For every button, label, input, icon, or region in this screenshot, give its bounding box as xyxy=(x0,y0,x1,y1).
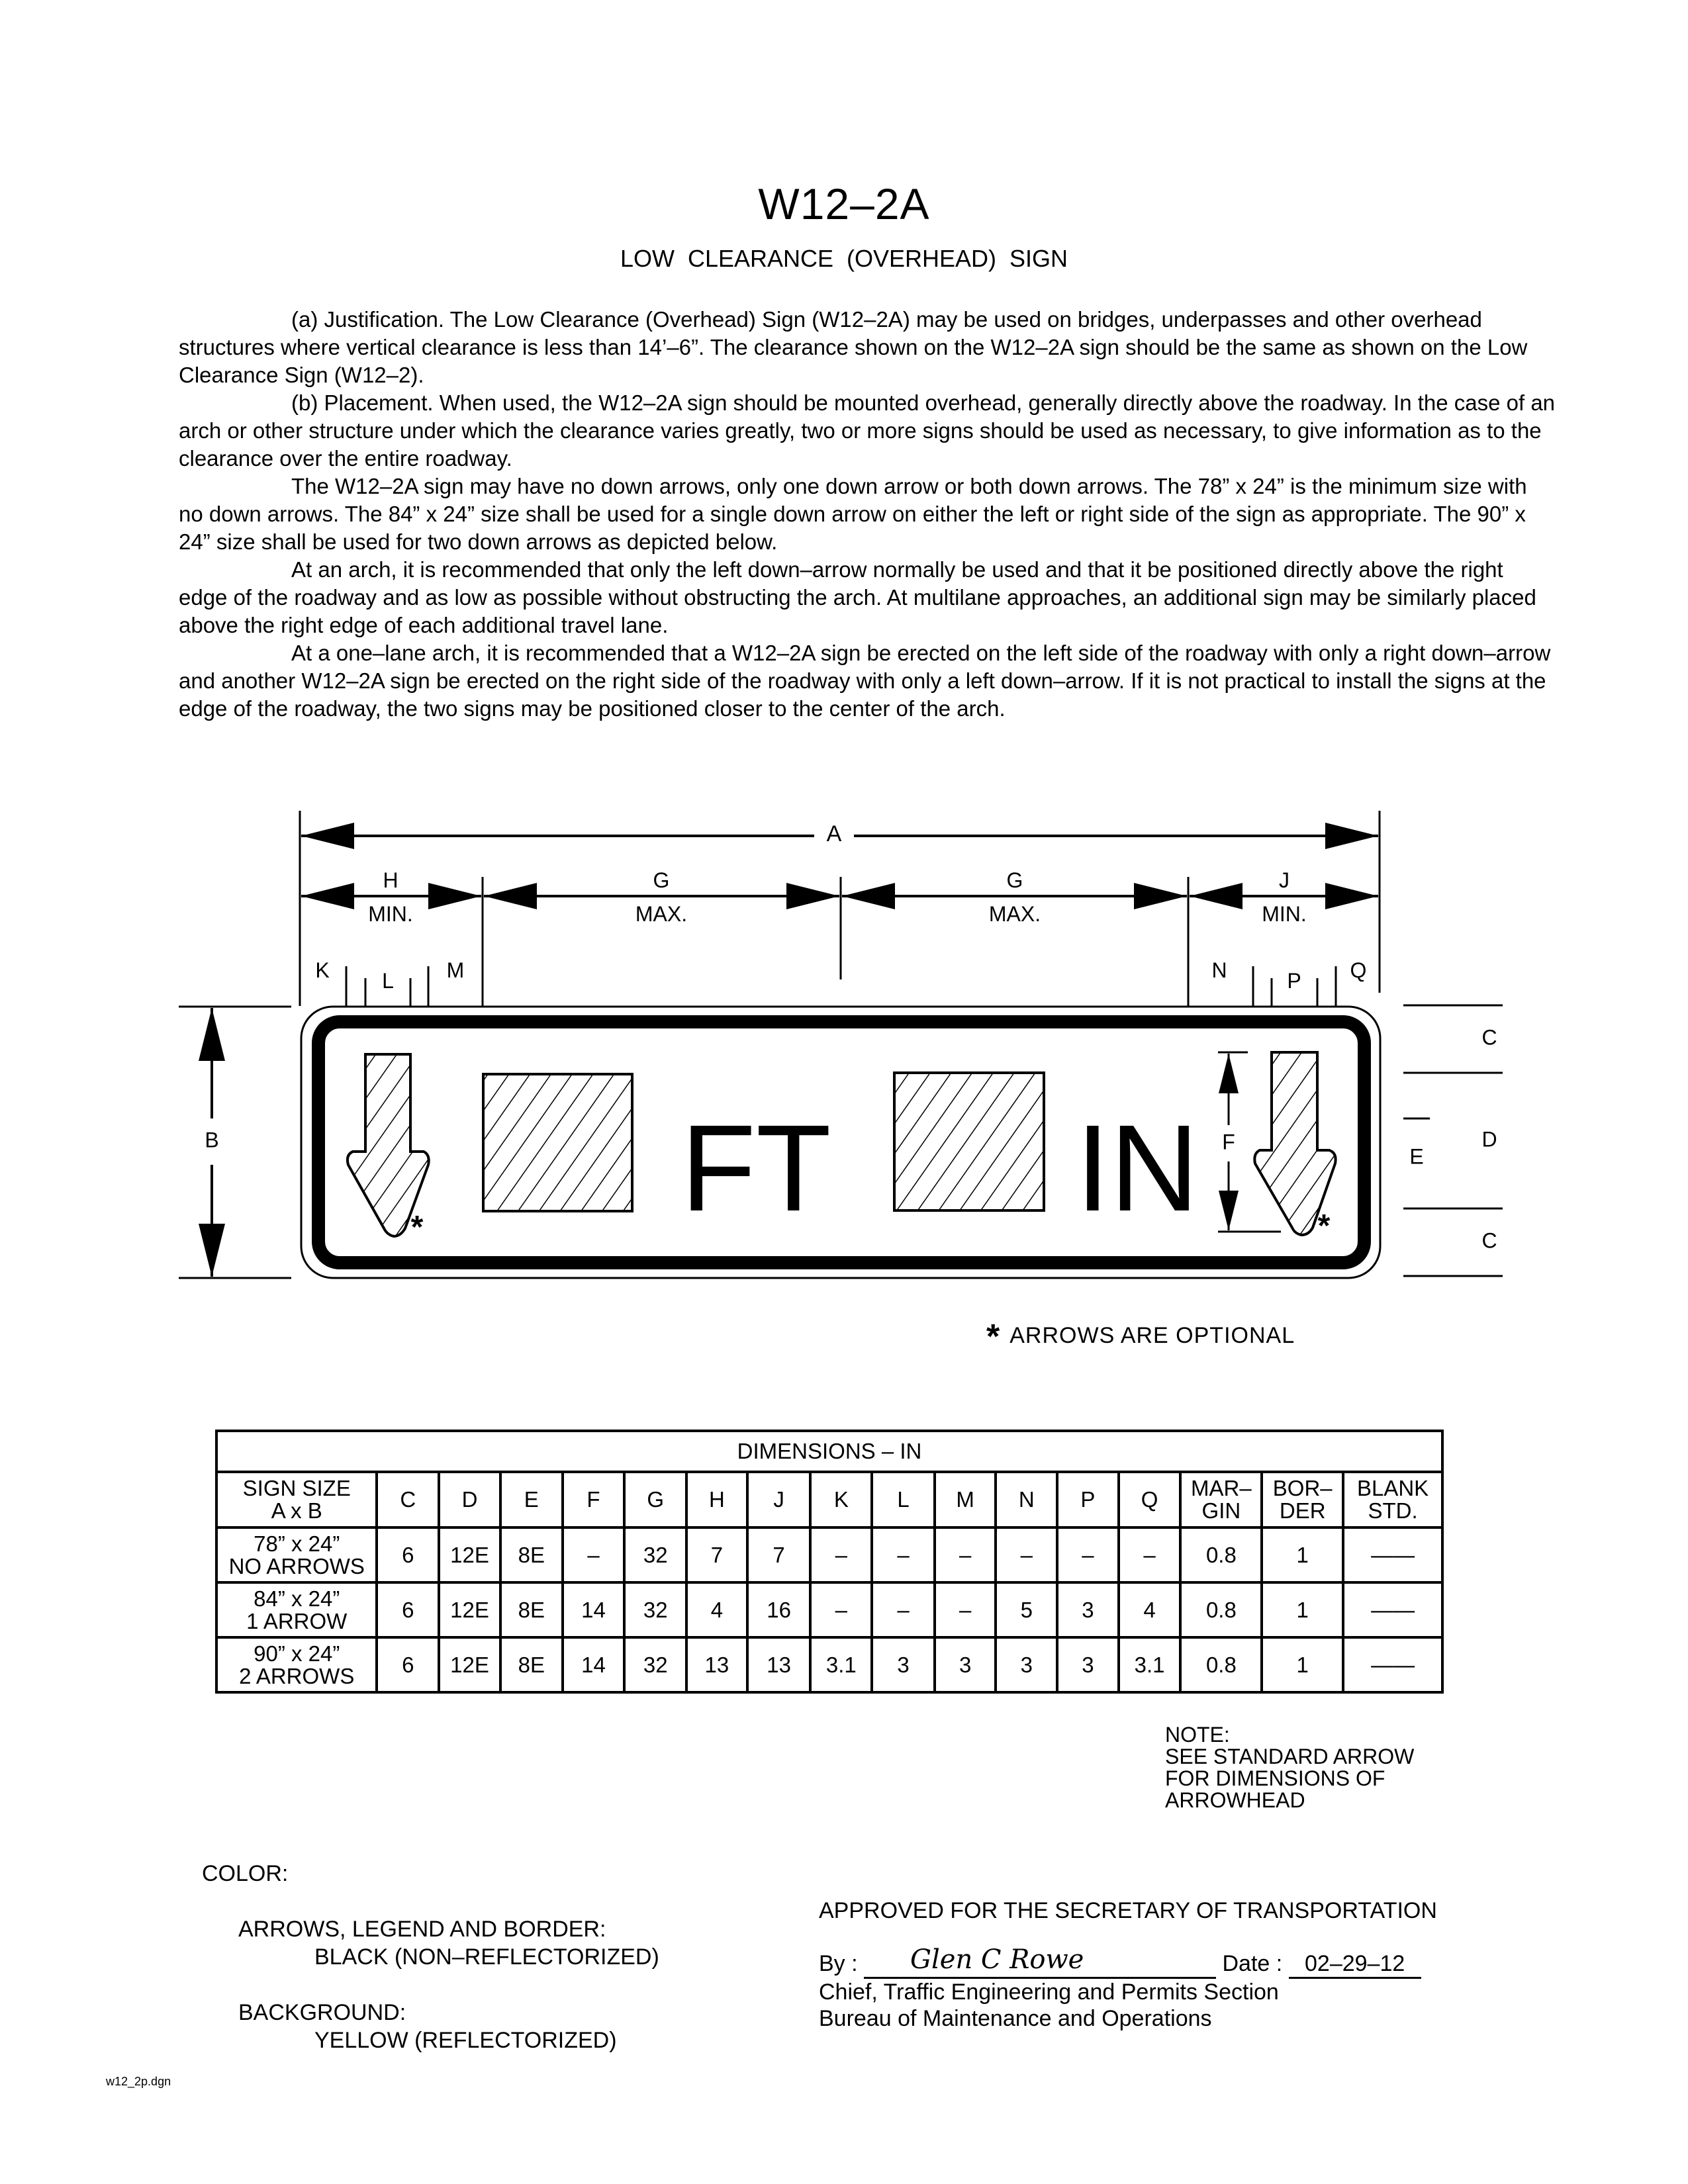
label-n: N xyxy=(1211,958,1227,982)
label-h: H xyxy=(383,868,399,892)
arrowhead-note xyxy=(1165,1724,1414,1811)
header-sign-size: SIGN SIZE A x B xyxy=(216,1472,377,1527)
cell: 0.8 xyxy=(1180,1637,1262,1692)
legend-color-label: ARROWS, LEGEND AND BORDER: xyxy=(238,1917,606,1942)
table-row xyxy=(216,1582,1442,1637)
cell: 3 xyxy=(872,1637,935,1692)
cell: 13 xyxy=(747,1637,811,1692)
cell: 1 xyxy=(1262,1637,1343,1692)
cell: – xyxy=(872,1527,935,1582)
table-caption: DIMENSIONS – IN xyxy=(216,1431,1442,1472)
cell: 3 xyxy=(1057,1582,1119,1637)
approver-bureau: Bureau of Maintenance and Operations xyxy=(819,2006,1212,2031)
asterisk-icon: * xyxy=(986,1318,1001,1356)
signature-line xyxy=(864,1944,1216,1979)
cell: 5 xyxy=(996,1582,1057,1637)
approval-block xyxy=(819,1897,1437,2032)
approval-heading: APPROVED FOR THE SECRETARY OF TRANSPORTATION xyxy=(819,1898,1437,1923)
background-color-value: YELLOW (REFLECTORIZED) xyxy=(314,2028,617,2053)
header-f: F xyxy=(563,1472,625,1527)
date-label: Date : xyxy=(1222,1951,1283,1976)
label-p: P xyxy=(1287,969,1301,993)
header-d: D xyxy=(439,1472,500,1527)
header-l: L xyxy=(872,1472,935,1527)
legend-ft: FT xyxy=(680,1100,831,1237)
date-value: 02–29–12 xyxy=(1289,1950,1421,1979)
cell: 0.8 xyxy=(1180,1582,1262,1637)
cell: – xyxy=(935,1582,996,1637)
table-row xyxy=(216,1637,1442,1692)
optional-asterisk-left: * xyxy=(410,1210,424,1245)
cell: 8E xyxy=(500,1637,563,1692)
cell: 3 xyxy=(1057,1637,1119,1692)
optional-asterisk-right: * xyxy=(1317,1208,1331,1244)
header-p: P xyxy=(1057,1472,1119,1527)
table-header-row xyxy=(216,1472,1442,1527)
label-m: M xyxy=(446,958,465,982)
cell: 4 xyxy=(686,1582,747,1637)
table-row xyxy=(216,1527,1442,1582)
cell: 3.1 xyxy=(1119,1637,1181,1692)
cell: 3 xyxy=(935,1637,996,1692)
header-g: G xyxy=(624,1472,686,1527)
dimension-b xyxy=(179,1007,291,1278)
cell-sign-size: 90” x 24” 2 ARROWS xyxy=(216,1637,377,1692)
blank-panel-feet xyxy=(483,1074,632,1211)
cell: 1 xyxy=(1262,1527,1343,1582)
header-margin: MAR– GIN xyxy=(1180,1472,1262,1527)
dimensions-table xyxy=(215,1430,1444,1694)
cell: – xyxy=(935,1527,996,1582)
note-line: FOR DIMENSIONS OF xyxy=(1165,1766,1385,1790)
label-q: Q xyxy=(1350,958,1367,982)
label-b: B xyxy=(205,1128,219,1152)
cell: 8E xyxy=(500,1582,563,1637)
header-h: H xyxy=(686,1472,747,1527)
cell-sign-size: 78” x 24” NO ARROWS xyxy=(216,1527,377,1582)
cell: – xyxy=(1119,1527,1181,1582)
label-f: F xyxy=(1222,1130,1235,1154)
note-line: ARROWHEAD xyxy=(1165,1788,1305,1812)
label-k: K xyxy=(315,958,330,982)
cell: 12E xyxy=(439,1637,500,1692)
cell: 3.1 xyxy=(810,1637,872,1692)
header-c: C xyxy=(377,1472,439,1527)
note-heading: NOTE: xyxy=(1165,1723,1230,1747)
legend-in: IN xyxy=(1076,1100,1199,1237)
page-subtitle: LOW CLEARANCE (OVERHEAD) SIGN xyxy=(620,245,1068,272)
header-e: E xyxy=(500,1472,563,1527)
label-l: L xyxy=(382,969,394,993)
legend-color-value: BLACK (NON–REFLECTORIZED) xyxy=(314,1944,659,1970)
sign-outline xyxy=(301,1007,1380,1278)
label-c-top: C xyxy=(1481,1025,1497,1050)
header-q: Q xyxy=(1119,1472,1181,1527)
paragraph-placement: (b) Placement. When used, the W12–2A sign should be mounted overhead, generally directly above the roadway. In the case of an arch or other structure under which the clearance varies greatly, two or more signs should be used as necessary, to give information as to the clearance over the entire roadway. xyxy=(179,390,1556,471)
cell: 7 xyxy=(686,1527,747,1582)
header-m: M xyxy=(935,1472,996,1527)
label-c-bottom: C xyxy=(1481,1228,1497,1253)
cell: – xyxy=(996,1527,1057,1582)
label-e: E xyxy=(1409,1144,1424,1169)
cell: 3 xyxy=(996,1637,1057,1692)
page-title: W12–2A xyxy=(758,179,930,228)
label-a: A xyxy=(826,821,842,846)
cell: 6 xyxy=(377,1637,439,1692)
paragraph-justification: (a) Justification. The Low Clearance (Overhead) Sign (W12–2A) may be used on bridges, underpasses and other overhead structures where vertical clearance is less than 14’–6”. The clearance shown on the W12–2A sign should be the same as shown on the Low Clearance Sign (W12–2). xyxy=(179,307,1528,387)
qualifier-j-min: MIN. xyxy=(1262,902,1307,926)
cell: —— xyxy=(1343,1582,1442,1637)
qualifier-h-min: MIN. xyxy=(368,902,413,926)
note-line: SEE STANDARD ARROW xyxy=(1165,1745,1415,1768)
cell: – xyxy=(563,1527,625,1582)
signature: Glen C Rowe xyxy=(910,1944,1084,1975)
cell: 32 xyxy=(624,1582,686,1637)
header-border: BOR– DER xyxy=(1262,1472,1343,1527)
color-specification xyxy=(202,1860,659,2054)
approver-title: Chief, Traffic Engineering and Permits Section xyxy=(819,1979,1279,2005)
cell: 12E xyxy=(439,1582,500,1637)
label-d: D xyxy=(1481,1127,1497,1152)
label-g-left: G xyxy=(653,868,670,892)
cell: 13 xyxy=(686,1637,747,1692)
qualifier-g-left-max: MAX. xyxy=(635,902,688,926)
by-label: By : xyxy=(819,1951,858,1976)
file-name: w12_2p.dgn xyxy=(106,2075,171,2088)
header-n: N xyxy=(996,1472,1057,1527)
cell: – xyxy=(872,1582,935,1637)
cell: – xyxy=(810,1527,872,1582)
background-color-label: BACKGROUND: xyxy=(238,2000,406,2025)
cell: 32 xyxy=(624,1637,686,1692)
arrows-optional-note xyxy=(986,1317,1295,1357)
cell: 1 xyxy=(1262,1582,1343,1637)
arrows-optional-text: ARROWS ARE OPTIONAL xyxy=(1009,1323,1295,1348)
header-k: K xyxy=(810,1472,872,1527)
paragraph-arch: At an arch, it is recommended that only the left down–arrow normally be used and that it be positioned directly above the right edge of the roadway and as low as possible without obstructing the arch. At multilane approaches, an additional sign may be similarly placed above the right edge of each additional travel lane. xyxy=(179,557,1536,637)
paragraph-one-lane-arch: At a one–lane arch, it is recommended that a W12–2A sign be erected on the left side of the roadway with only a right down–arrow and another W12–2A sign be erected on the right side of the roadway with only a left down–arrow. If it is not practical to install the signs at the edge of the roadway, the two signs may be positioned closer to the center of the arch. xyxy=(179,641,1551,721)
cell: 32 xyxy=(624,1527,686,1582)
blank-panel-inches xyxy=(894,1073,1044,1210)
cell: 8E xyxy=(500,1527,563,1582)
label-j: J xyxy=(1279,868,1289,892)
cell: – xyxy=(810,1582,872,1637)
cell: – xyxy=(1057,1527,1119,1582)
header-blank-std: BLANK STD. xyxy=(1343,1472,1442,1527)
cell: 14 xyxy=(563,1582,625,1637)
cell: 16 xyxy=(747,1582,811,1637)
cell: 4 xyxy=(1119,1582,1181,1637)
qualifier-g-right-max: MAX. xyxy=(988,902,1041,926)
label-g-right: G xyxy=(1006,868,1023,892)
cell-sign-size: 84” x 24” 1 ARROW xyxy=(216,1582,377,1637)
cell: 14 xyxy=(563,1637,625,1692)
cell: 7 xyxy=(747,1527,811,1582)
color-heading: COLOR: xyxy=(202,1861,289,1886)
header-j: J xyxy=(747,1472,811,1527)
cell: 12E xyxy=(439,1527,500,1582)
paragraph-arrow-sizes: The W12–2A sign may have no down arrows, only one down arrow or both down arrows. The 78” x 24” is the minimum size with no down arrows. The 84” x 24” size shall be used for a single down arrow on either the left or right side of the sign as appropriate. The 90” x 24” size shall be used for two down arrows as depicted below. xyxy=(179,474,1527,554)
cell: 0.8 xyxy=(1180,1527,1262,1582)
cell: 6 xyxy=(377,1527,439,1582)
cell: 6 xyxy=(377,1582,439,1637)
cell: —— xyxy=(1343,1527,1442,1582)
cell: —— xyxy=(1343,1637,1442,1692)
